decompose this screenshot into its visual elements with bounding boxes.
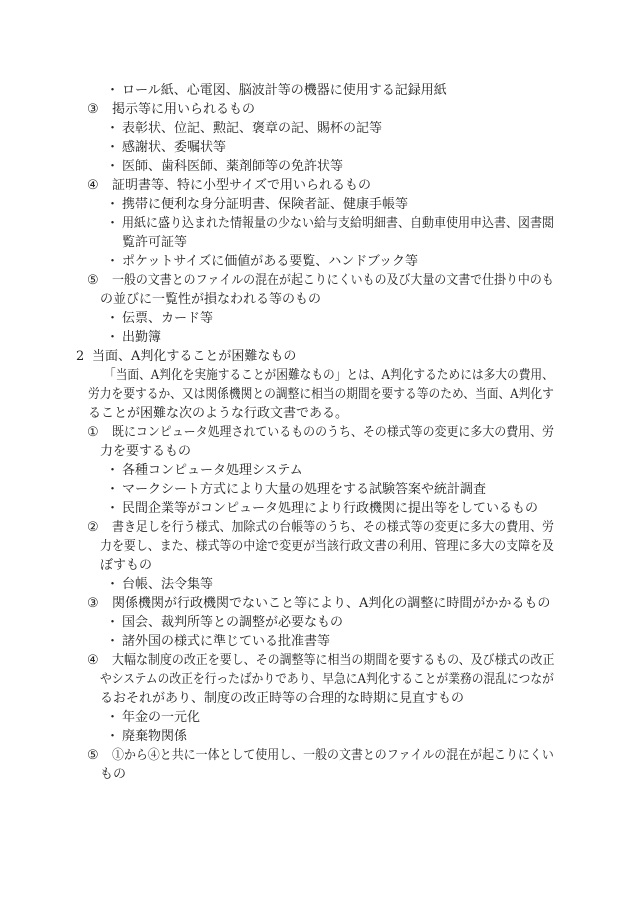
text-line: 出勤簿 [122,330,162,345]
text-line: 諸外国の様式に準じている批准書等 [122,634,331,649]
text-line: 関係機関が行政機関でないこと等により、A判化の調整に時間がかかるもの [112,596,551,611]
text-line: 「当面、A判化を実施することが困難なもの」とは、A判化するためには多大の費用、 [104,368,554,383]
item-marker: ③ [87,102,99,117]
text-line: ①から④と共に一体として使用し、一般の文書とのファイルの混在が起こりにくい [112,748,554,763]
text-line: 携帯に便利な身分証明書、保険者証、健康手帳等 [122,197,409,212]
text-line: 表彰状、位記、勲記、褒章の記、賜杯の記等 [122,121,383,136]
item-marker: ・ [106,482,120,497]
item-marker: ・ [106,615,120,630]
text-line: ロール紙、心電図、脳波計等の機器に使用する記録用紙 [122,83,447,98]
item-marker: ・ [106,140,120,155]
text-line: 力を要し、また、様式等の中途で変更が当該行政文書の利用、管理に多大の支障を及 [100,539,555,554]
text-line: 掲示等に用いられるもの [112,102,256,117]
item-marker: ・ [106,311,120,326]
item-marker: ・ [106,330,120,345]
text-line: マークシート方式により大量の処理をする試験答案や統計調査 [122,482,487,497]
item-marker: ④ [87,653,99,668]
text-line: 力を要するもの [100,444,192,459]
text-line: もの [100,767,127,782]
text-line: 覧許可証等 [122,235,188,250]
text-line: 証明書等、特に小型サイズで用いられるもの [112,178,371,193]
item-marker: ④ [87,178,99,193]
text-line: 感謝状、委嘱状等 [122,140,227,155]
item-marker: ・ [106,463,120,478]
item-marker: ・ [106,83,120,98]
text-line: ぼすもの [100,558,153,573]
item-marker: ⑤ [87,748,99,763]
item-marker: ・ [106,254,120,269]
text-line: 国会、裁判所等との調整が必要なもの [122,615,344,630]
text-line: 既にコンピュータ処理されているもののうち、その様式等の変更に多大の費用、労 [112,425,555,440]
text-line: 年金の一元化 [122,710,201,725]
item-marker: ・ [106,729,120,744]
text-line: 用紙に盛り込まれた情報量の少ない給与支給明細書、自動車使用申込書、図書閲 [122,216,555,231]
item-marker: ⑤ [87,273,99,288]
item-marker: ・ [106,197,120,212]
text-line: 各種コンピュータ処理システム [122,463,303,478]
item-marker: ① [87,425,99,440]
text-line: 一般の文書とのファイルの混在が起こりにくいもの及び大量の文書で仕掛り中のも [112,273,554,288]
text-line: 台帳、法令集等 [122,577,214,592]
item-marker: ・ [106,710,120,725]
text-line: 民間企業等がコンピュータ処理により行政機関に提出等をしているもの [122,501,539,516]
text-line: の並びに一覧性が損なわれる等のもの [100,292,322,307]
item-marker: ・ [106,216,120,231]
text-line: 廃棄物関係 [122,729,188,744]
item-marker: 2 [76,349,85,364]
item-marker: ・ [106,121,120,136]
item-marker: ③ [87,596,99,611]
text-line: 医師、歯科医師、薬剤師等の免許状等 [122,159,344,174]
item-marker: ・ [106,501,120,516]
text-line: ポケットサイズに価値がある要覧、ハンドブック等 [122,254,419,269]
text-line: 書き足しを行う様式、加除式の台帳等のうち、その様式等の変更に多大の費用、労 [112,520,555,535]
text-line: ることが困難な次のような行政文書である。 [88,406,349,421]
text-line: 大幅な制度の改正を要し、その調整等に相当の期間を要するもの、及び様式の改正 [112,653,555,668]
item-marker: ② [87,520,99,535]
text-line: やシステムの改正を行ったばかりであり、早急にA判化することが業務の混乱につなが [100,672,554,687]
text-line: 労力を要するか、又は関係機関との調整に相当の期間を要する等のため、当面、A判化す [88,387,554,402]
text-line: るおそれがあり、制度の改正時等の合理的な時期に見直すもの [100,691,465,706]
item-marker: ・ [106,634,120,649]
item-marker: ・ [106,577,120,592]
text-line: 伝票、カード等 [122,311,214,326]
item-marker: ・ [106,159,120,174]
text-line: 当面、A判化することが困難なもの [92,349,297,364]
